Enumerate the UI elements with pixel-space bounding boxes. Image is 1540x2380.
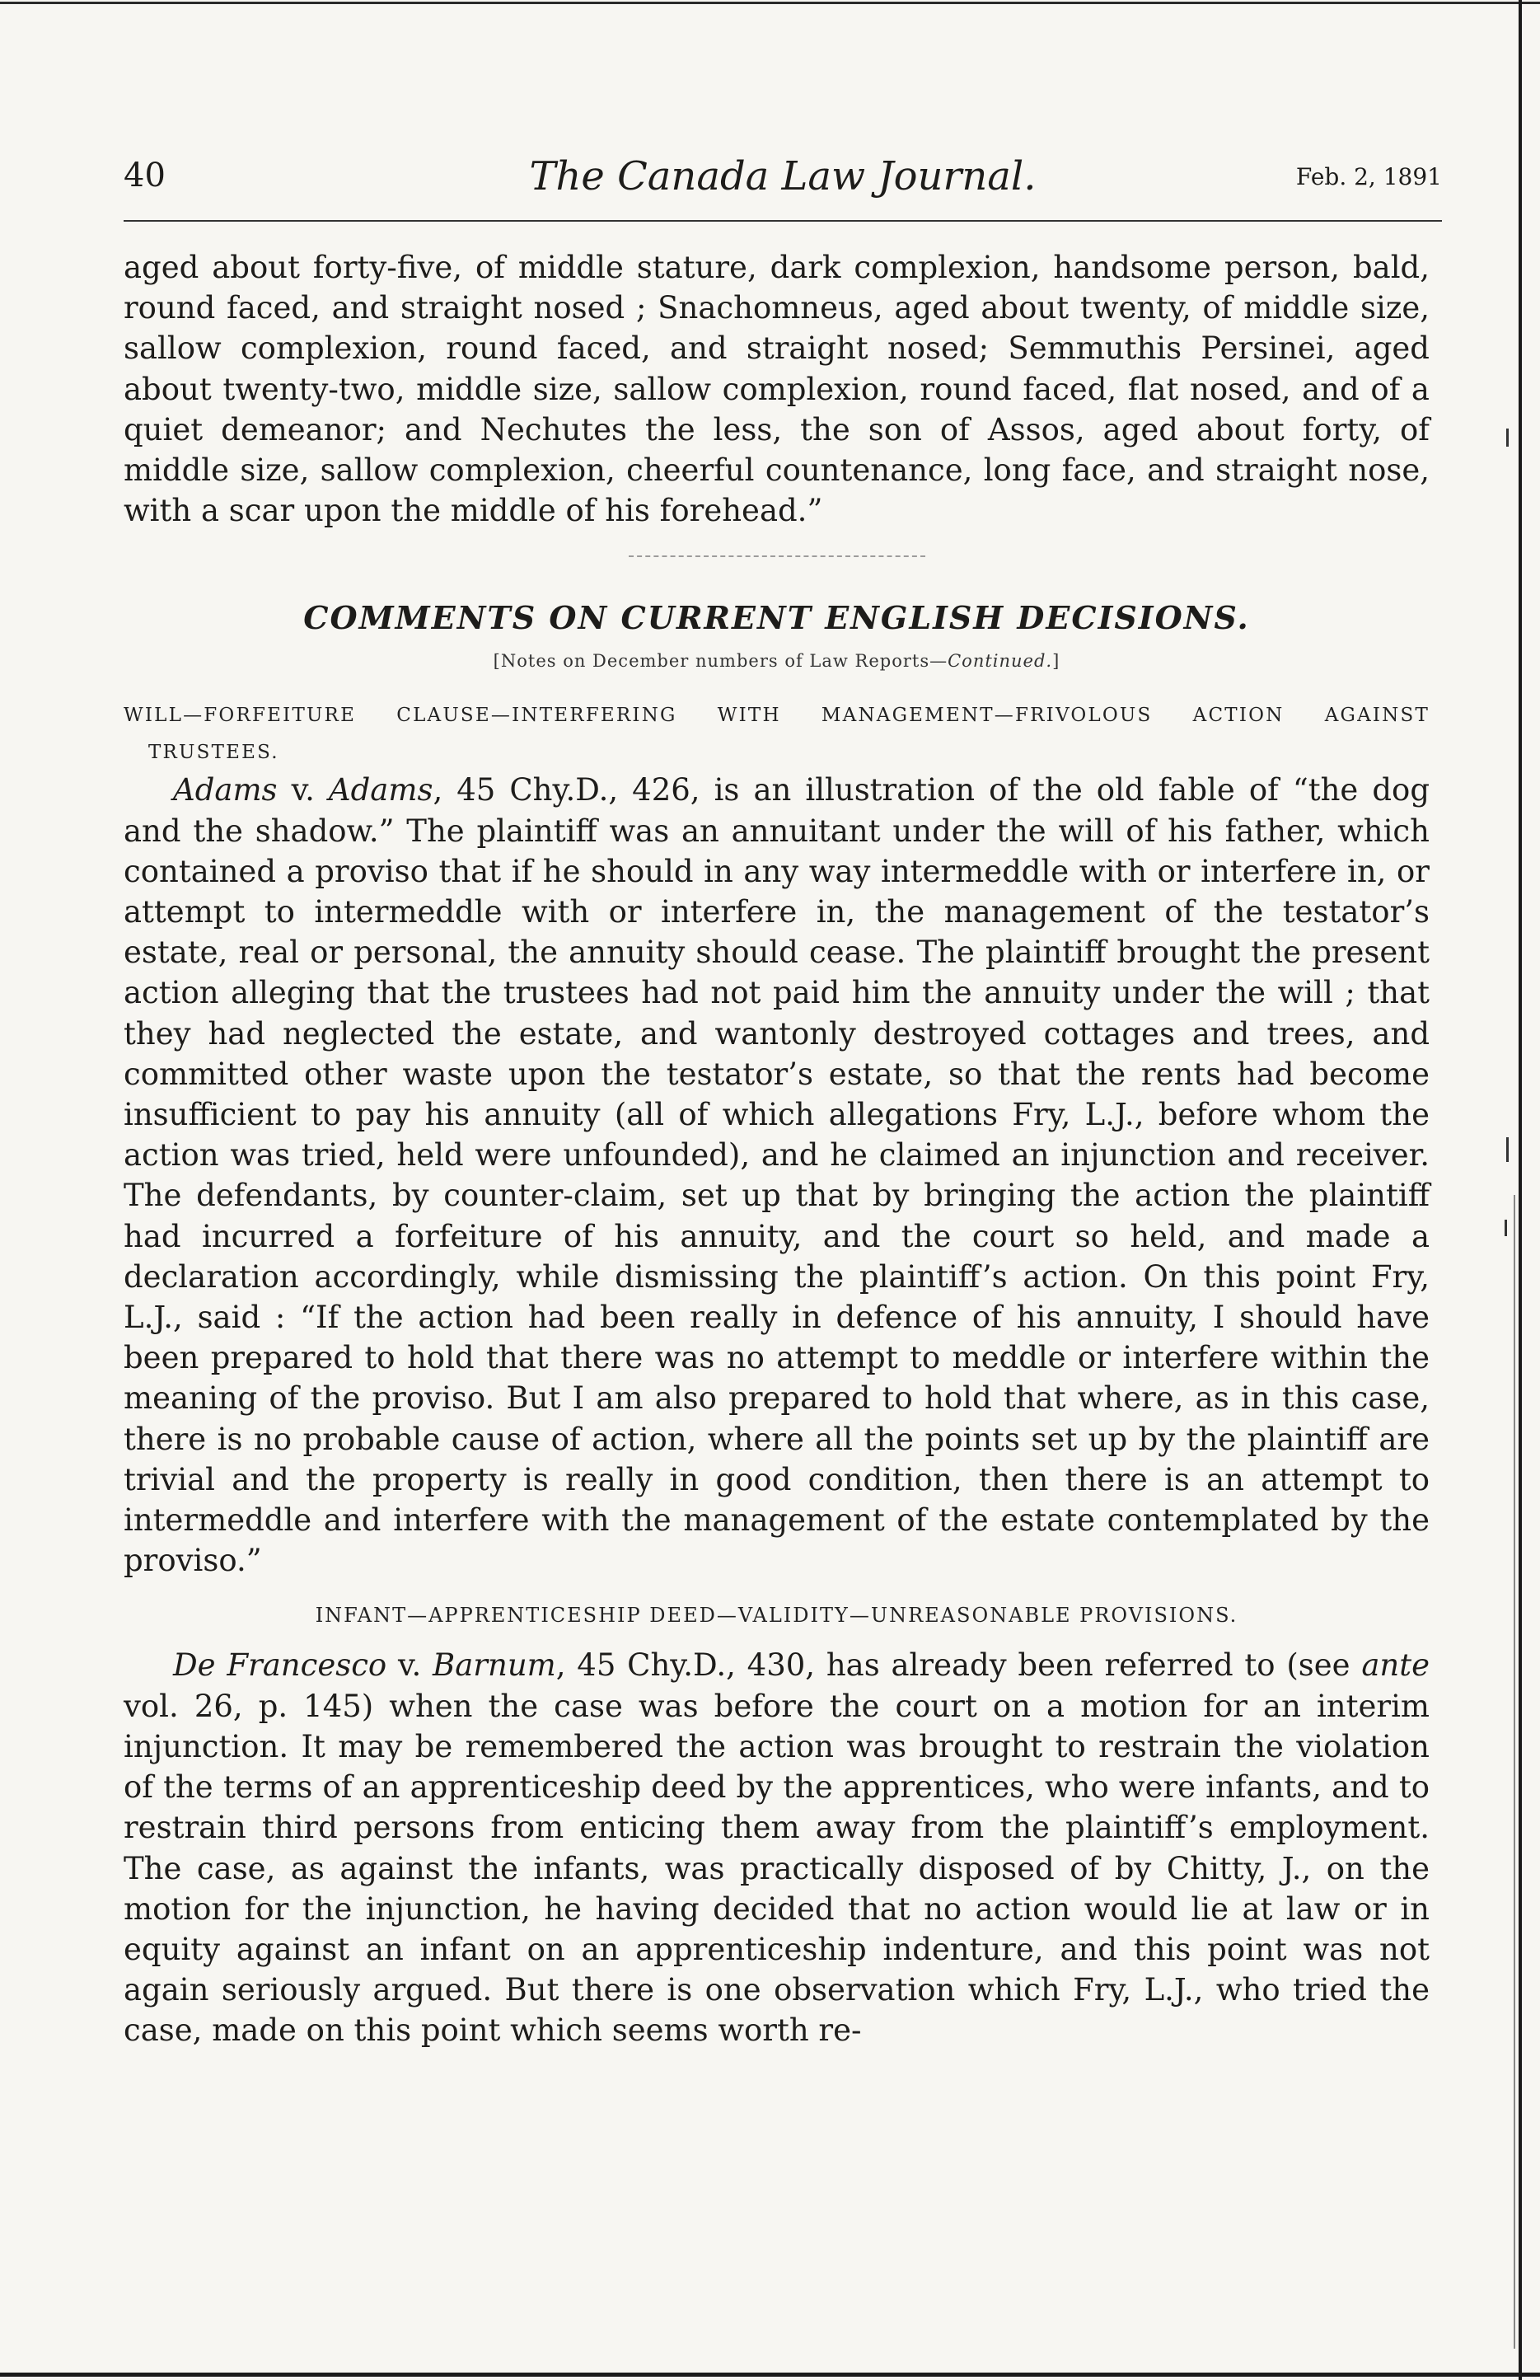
case1-headnote: WILL—FORFEITURE CLAUSE—INTERFERING WITH MANAGEMENT—FRIVOLOUS ACTION AGAINST (124, 705, 1430, 727)
running-head (124, 153, 1442, 206)
section-separator (629, 555, 925, 560)
journal-title: The Canada Law Journal. (529, 153, 1037, 199)
case1-paragraph: Adams v. Adams, 45 Chy.D., 426, is an illustration of the old fable of “the dog and the shadow.” The plaintiff was an annuitant under the will of his father, which contained a proviso that if he should in any way intermeddle with or interfere in, or attempt to intermeddle with or interfere in, the management of the testator’s estate, real or personal, the annuity should cease. The plaintiff brought the present action alleging that the trustees had not paid him the annuity under the will ; that they had neglected the estate, and wantonly destroyed cottages and trees, and committed other waste upon the testator’s estate, so that the rents had become insufficient to pay his annuity (all of which allegations Fry, L.J., before whom the action was tried, held were unfounded), and he claimed an injunction and receiver. The defendants, by counter-claim, set up that by bringing the action the plaintiff had incurred a forfeiture of his annuity, and the court so held, and made a declaration accordingly, while dismissing the plaintiff’s action. On this point Fry, L.J., said : “If the action had been really in defence of his annuity, I should have been prepared to hold that there was no attempt to meddle or interfere within the meaning of the proviso. But I am also prepared to hold that where, as in this case, there is no probable cause of action, where all the points set up by the plaintiff are trivial and the property is really in good condition, then there is an attempt to intermeddle and interfere with the management of the estate contemplated by the proviso.” (124, 772, 1430, 1579)
scan-right-edge-shadow (1514, 1195, 1515, 2349)
scan-speck (1506, 1137, 1509, 1162)
scan-speck (1505, 1220, 1507, 1236)
issue-date: Feb. 2, 1891 (1295, 163, 1442, 190)
case2-headnote: INFANT—APPRENTICESHIP DEED—VALIDITY—UNREASONABLE PROVISIONS. (315, 1604, 1238, 1628)
section-title: COMMENTS ON CURRENT ENGLISH DECISIONS. (303, 599, 1250, 637)
ante-italic: ante (1361, 1647, 1430, 1684)
page-body (124, 247, 1430, 2051)
continued-paragraph: aged about forty-five, of middle stature, dark complexion, handsome person, bald, round faced, and straight nosed ; Snachomneus, aged about twenty, of middle size, sallow complexion, round faced, and straight nosed; Semmuthis Persinei, aged about twenty-two, middle size, sallow complexion, round faced, flat nosed, and of a quiet demeanor; and Nechutes the less, the son of Assos, aged about forty, of middle size, sallow complexion, cheerful countenance, long face, and straight nose, with a scar upon the middle of his forehead.” (124, 250, 1430, 529)
section-note: [Notes on December numbers of Law Reports—Continued.] (493, 651, 1060, 672)
scan-top-edge (0, 2, 1540, 4)
scan-right-edge (1519, 0, 1522, 2380)
case2-name-a: De Francesco (173, 1647, 387, 1684)
case1-name-a: Adams (173, 772, 278, 808)
case2-name-b: Barnum (433, 1647, 556, 1684)
case1-body: , 45 Chy.D., 426, is an illustration of the old fable of “the dog and the shadow.” The plaintiff was an annuitant under the will of his father, which contained a proviso that if he should in any way intermeddle with or interfere in, or attempt to intermeddle with or interfere in, the management of the testator’s estate, real or personal, the annuity should cease. The plaintiff brought the present action alleging that the trustees had not paid him the annuity under the will ; that they had neglected the estate, and wantonly destroyed cottages and trees, and committed other waste upon the testator’s estate, so that the rents had become insufficient to pay his annuity (all of which allegations Fry, L.J., before whom the action was tried, held were unfounded), and he claimed an injunction and receiver. The defendants, by counter-claim, set up that by bringing the action the plaintiff had incurred a forfeiture of his annuity, and the court so held, and made a declaration accordingly, while dismissing the plaintiff’s action. On this point Fry, L.J., said : “If the action had been really in defence of his annuity, I should have been prepared to hold that there was no attempt to meddle or interfere within the meaning of the proviso. But I am also prepared to hold that where, as in this case, there is no probable cause of action, where all the points set up by the plaintiff are trivial and the property is really in good condition, then there is an attempt to intermeddle and interfere with the management of the estate contemplated by the proviso.” (124, 772, 1430, 1579)
scan-speck (1506, 429, 1509, 447)
header-rule (124, 220, 1442, 222)
scan-bottom-edge (0, 2373, 1540, 2377)
case1-name-b: Adams (328, 772, 433, 808)
case1-headnote-cont: TRUSTEES. (148, 742, 279, 764)
page-number: 40 (124, 157, 166, 194)
case2-paragraph: De Francesco v. Barnum, 45 Chy.D., 430, has already been referred to (see ante vol. 26, p. 145) when the case was before the court on a motion for an interim injunction. It may be remembered the action was brought to restrain the violation of the terms of an apprenticeship deed by the apprentices, who were infants, and to restrain third persons from enticing them away from the plaintiff’s employment. The case, as against the infants, was practically disposed of by Chitty, J., on the motion for the injunction, he having decided that no action would lie at law or in equity against an infant on an apprenticeship indenture, and this point was not again seriously argued. But there is one observation which Fry, L.J., who tried the case, made on this point which seems worth re- (124, 1647, 1430, 2049)
